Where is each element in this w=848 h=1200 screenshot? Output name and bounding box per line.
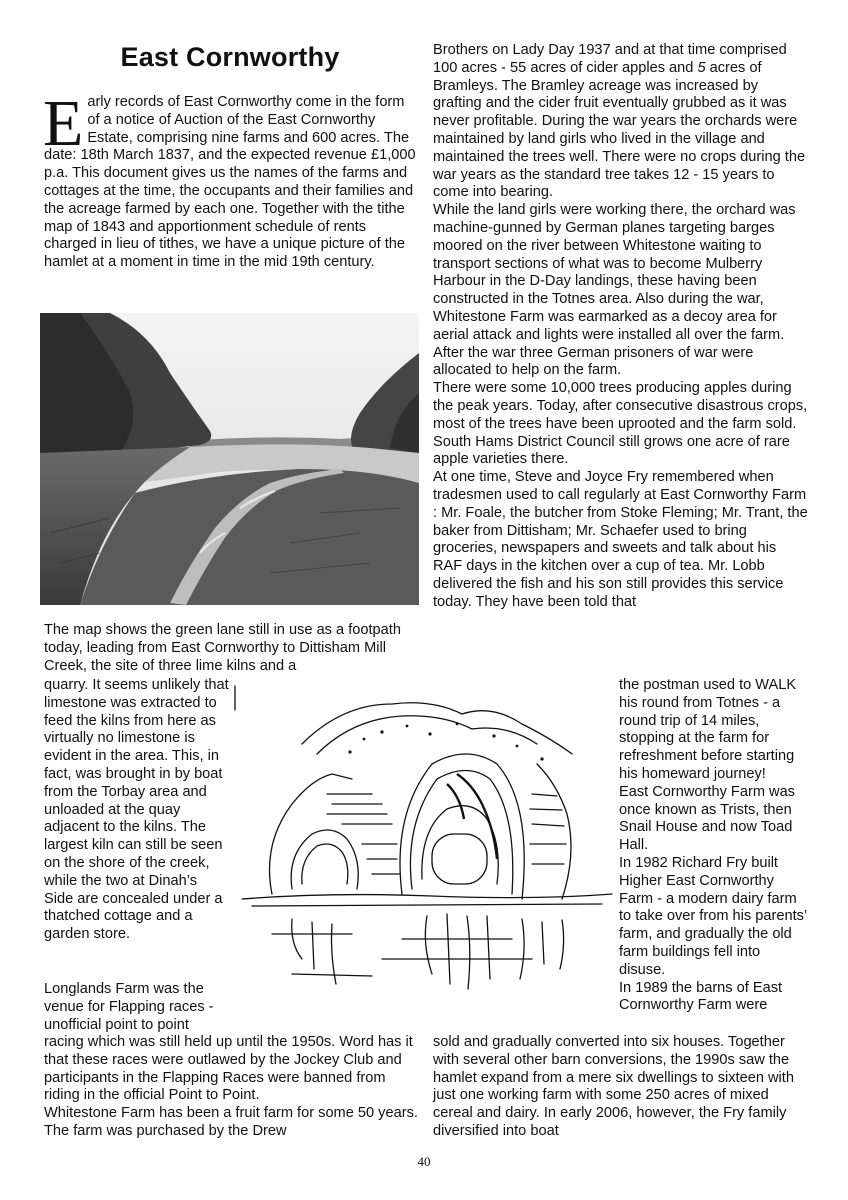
trists-paragraph: East Cornworthy Farm was once known as Trists, then Snail House and now Toad Hall.: [619, 783, 795, 854]
drop-cap: E: [43, 87, 84, 160]
right-column-top: [433, 42, 809, 612]
landgirls-paragraph: While the land girls were working there, the orchard was machine-gunned by German planes targeting barges moored on the river between Whitestone waiting to transport sections of what was to become Mulberry Harbour in the D-Day landings, these having been constructed in the Totnes area. Also during the war, Whitestone Farm was earmarked as a decoy area for aerial attack and lights were installed all over the farm. After the war three German prisoners of war were allocated to help on the farm.: [433, 202, 796, 379]
brothers-paragraph: [433, 42, 809, 202]
lime-kiln-sketch: [232, 684, 618, 1004]
quarry-paragraph: quarry. It seems unlikely that limestone was extracted to feed the kilns from here as virtually no limestone is evident in the area. This, in fact, was brought in by boat from the Torbay area and unloaded at the quay adjacent to the kilns. The largest kiln can still be seen on the shore of the creek, while the two at Dinah’s Side are concealed under a thatched cottage and a garden store.: [44, 677, 229, 943]
racing-paragraph: [44, 1034, 420, 1141]
right-narrow-column: [619, 677, 809, 1015]
right-bottom-paragraph: sold and gradually converted into six houses. Together with several other barn conversions, the 1990s saw the hamlet expand from a mere six dwellings to sixteen with just one working farm with some 250 acres of mixed cereal and dairy. In early 2006, however, the Fry family diversified into boat: [433, 1034, 794, 1139]
creek-photo: [40, 313, 419, 605]
brothers-text-a: Brothers on Lady Day 1937 and at that time comprised 100 acres - 55 acres of cider apples and: [433, 42, 787, 76]
brothers-text-b: acres of Bramleys. The Bramley acreage was increased by grafting and the cider fruit eventually grubbed as it was never profitable. During the war years the orchards were maintained by land girls who lived in the village and maintained the trees well. There were no crops during the war years as the standard tree takes 12 - 15 years to come into bearing.: [433, 59, 806, 201]
longlands-paragraph: Longlands Farm was the venue for Flapping races - unofficial point to point: [44, 981, 214, 1033]
whitestone-text: Whitestone Farm has been a fruit farm for some 50 years. The farm was purchased by the Drew: [44, 1105, 418, 1139]
tradesmen-paragraph: At one time, Steve and Joyce Fry remembered when tradesmen used to call regularly at East Cornworthy Farm : Mr. Foale, the butcher from Stoke Fleming; Mr. Trant, the baker from Dittisham; Mr. Schaefer used to bring groceries, newspapers and sweets and talk about his RAF days in the kitchen over a cup of tea. Mr. Lobb delivered the fish and his son still provides this service today. They have been told that: [433, 469, 808, 610]
intro-paragraph: [43, 87, 420, 272]
page-number: 40: [417, 1154, 431, 1169]
trees-paragraph: There were some 10,000 trees producing apples during the peak years. Today, after consecutive disastrous crops, most of the trees have been uprooted and the farm sold. South Hams District Council still grows one acre of rare apple varieties there.: [433, 380, 808, 468]
map-paragraph: The map shows the green lane still in use as a footpath today, leading from East Cornworthy to Dittisham Mill Creek, the site of three lime kilns and a: [44, 622, 401, 674]
brothers-text-italic: 5: [697, 59, 706, 76]
fry-paragraph: In 1982 Richard Fry built Higher East Cornworthy Farm - a modern dairy farm to take over from his parents’ farm, and gradually the old farm buildings fell into disuse.: [619, 854, 807, 978]
intro-text: arly records of East Cornworthy come in the form of a notice of Auction of the East Cornworthy Estate, comprising nine farms and 600 acres. The date: 18th March 1837, and the expected revenue £1,000 p.a. This document gives us the names of the farms and cottages at the time, the occupants and their families and the acreage farmed by each one. Together with the tithe map of 1843 and apportionment schedule of rents charged in lieu of tithes, we have a unique picture of the hamlet at a moment in time in the mid 19th century.: [44, 94, 416, 271]
postman-paragraph: the postman used to WALK his round from Totnes - a round trip of 14 miles, stopping at the farm for refreshment before starting his homeward journey!: [619, 677, 797, 782]
barns-paragraph: In 1989 the barns of East Cornworthy Farm were: [619, 979, 783, 1014]
racing-text: racing which was still held up until the 1950s. Word has it that these races were outlawed by the Jockey Club and participants in the Flapping Races were banned from riding in the official Point to Point.: [44, 1034, 413, 1104]
page-title: East Cornworthy: [120, 42, 340, 72]
